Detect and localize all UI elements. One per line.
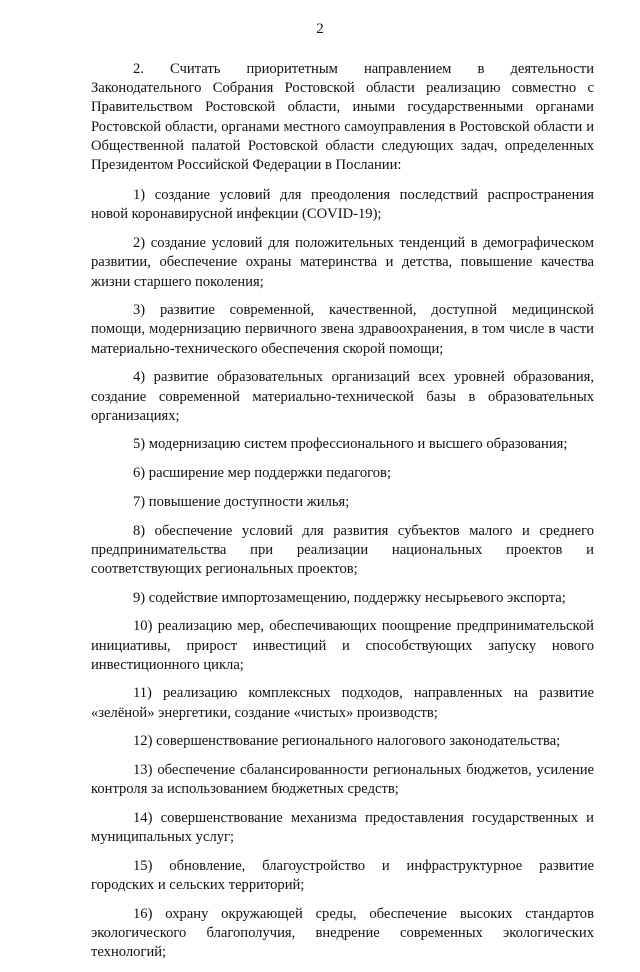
list-item: 14) совершенствование механизма предоставления государственных и муниципальных услуг;	[91, 810, 594, 846]
list-item: 15) обновление, благоустройство и инфраструктурное развитие городских и сельских территорий;	[91, 857, 594, 894]
list-item: 12) совершенствование регионального налогового законодательства;	[133, 733, 561, 750]
list-item: 4) развитие образовательных организаций всех уровней образования, создание современной материально-технической базы в образовательных организациях;	[91, 369, 594, 424]
list-item: 6) расширение мер поддержки педагогов;	[133, 465, 392, 482]
list-item: 13) обеспечение сбалансированности региональных бюджетов, усиление контроля за использованием бюджетных средств;	[91, 762, 594, 798]
list-item: 9) содействие импортозамещению, поддержку несырьевого экспорта;	[133, 589, 566, 606]
list-item: 1) создание условий для преодоления последствий распространения новой коронавирусной инфекции (COVID-19);	[91, 187, 594, 223]
list-item: 10) реализацию мер, обеспечивающих поощрение предпринимательской инициативы, прирост инвестиций и способствующих запуску нового инвестиционного цикла;	[91, 618, 594, 673]
paragraph-intro: 2. Считать приоритетным направлением в деятельности Законодательного Собрания Ростовской области реализацию совместно с Правительством Ростовской области, иными государственными органами Ростовской области, органами местного самоуправления в Ростовской области и Общественной палатой Ростовской области следующих задач, определенных Президентом Российской Федерации в Послании:	[91, 61, 594, 174]
list-item: 16) охрану окружающей среды, обеспечение высоких стандартов экологического благополучия, внедрение современных экологических технологий;	[91, 905, 594, 961]
list-item: 8) обеспечение условий для развития субъектов малого и среднего предпринимательства при реализации национальных проектов и соответствующих региональных проектов;	[91, 522, 594, 577]
list-item: 7) повышение доступности жилья;	[133, 493, 350, 510]
list-item: 2) создание условий для положительных тенденций в демографическом развитии, обеспечение охраны материнства и детства, повышение качества жизни старшего поколения;	[91, 235, 594, 290]
list-item: 11) реализацию комплексных подходов, направленных на развитие «зелёной» энергетики, создание «чистых» производств;	[91, 685, 594, 721]
list-item: 3) развитие современной, качественной, доступной медицинской помощи, модернизацию первичного звена здравоохранения, в том числе в части материально-технического обеспечения скорой помощи;	[91, 302, 594, 357]
document-body	[91, 60, 594, 972]
list-item: 5) модернизацию систем профессионального и высшего образования;	[133, 436, 568, 453]
page-number: 2	[316, 21, 324, 37]
